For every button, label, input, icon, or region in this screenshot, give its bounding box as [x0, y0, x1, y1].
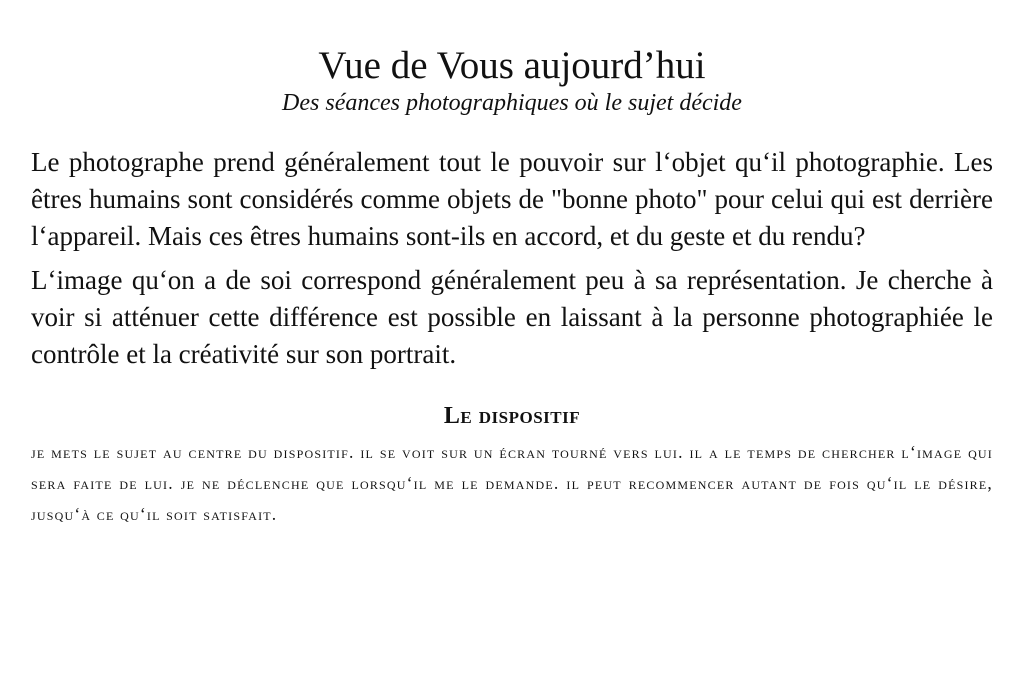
page-title: Vue de Vous aujourd’hui: [318, 44, 706, 87]
section-body: je mets le sujet au centre du dispositif. il se voit sur un écran tourné vers lui. il a le temps de chercher l‘image qui sera faite de lui. je ne déclenche que lorsqu‘il me le demande. il peut recommencer autant de fois qu‘il le désire, jusqu‘à ce qu‘il soit satisfait.: [31, 442, 993, 524]
intro-paragraph: L‘image qu‘on a de soi correspond généralement peu à sa représentation. Je cherche à voir si atténuer cette différence est possible en laissant à la personne photographiée le contrôle et la créativité sur son portrait.: [31, 265, 993, 369]
page-subtitle: Des séances photographiques où le sujet décide: [282, 90, 742, 116]
section-heading: Le dispositif: [443, 403, 581, 429]
intro-paragraph: Le photographe prend généralement tout le pouvoir sur l‘objet qu‘il photographie. Les êtres humains sont considérés comme objets de "bonne photo" pour celui qui est derrière l‘appareil. Mais ces êtres humains sont-ils en accord, et du geste et du rendu?: [31, 147, 993, 251]
document-page: [31, 44, 993, 530]
